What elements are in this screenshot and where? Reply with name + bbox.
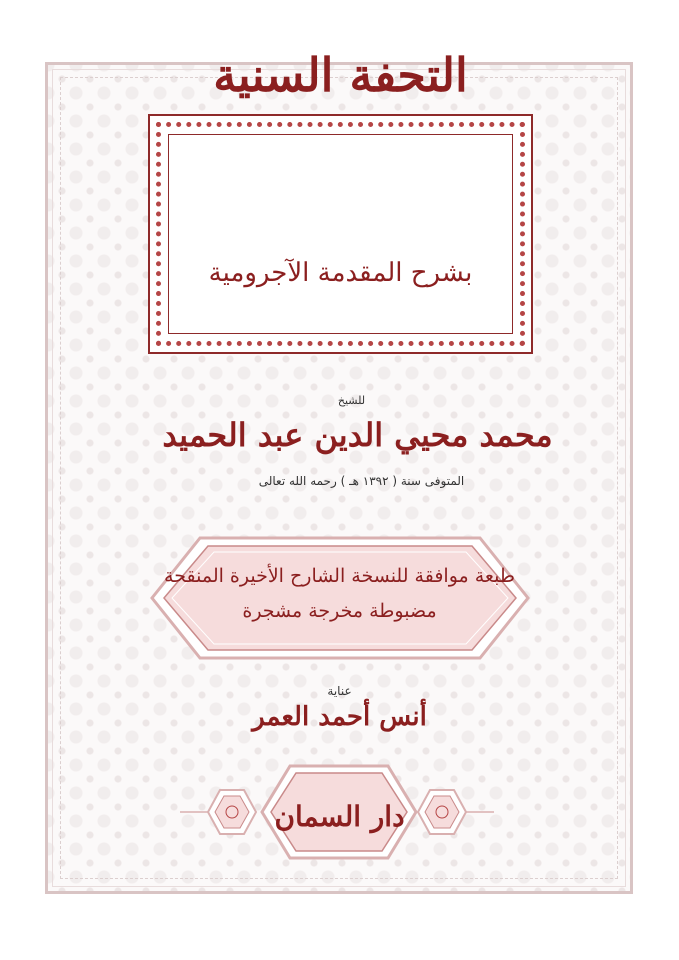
- edition-line-1: طبعة موافقة للنسخة الشارح الأخيرة المنقحة: [164, 565, 515, 587]
- editor-label: عناية: [327, 684, 352, 698]
- title-ornamental-box: [148, 114, 533, 354]
- book-subtitle: بشرح المقدمة الآجرومية: [208, 258, 473, 288]
- book-title: التحفة السنية: [213, 48, 468, 102]
- editor-name: أنس أحمد العمر: [252, 702, 427, 732]
- publisher-name: دار السمان: [274, 800, 405, 833]
- edition-banner-hexagon: [0, 534, 679, 662]
- edition-banner: [0, 534, 679, 662]
- title-box-inner-line: [168, 134, 513, 334]
- author-label: للشيخ: [337, 394, 366, 407]
- author-name: محمد محيي الدين عبد الحميد: [162, 416, 553, 454]
- author-death-date: المتوفى سنة ( ١٣٩٢ هـ ) رحمه الله تعالى: [258, 474, 465, 488]
- edition-line-2: مضبوطة مخرجة مشجرة: [242, 600, 437, 622]
